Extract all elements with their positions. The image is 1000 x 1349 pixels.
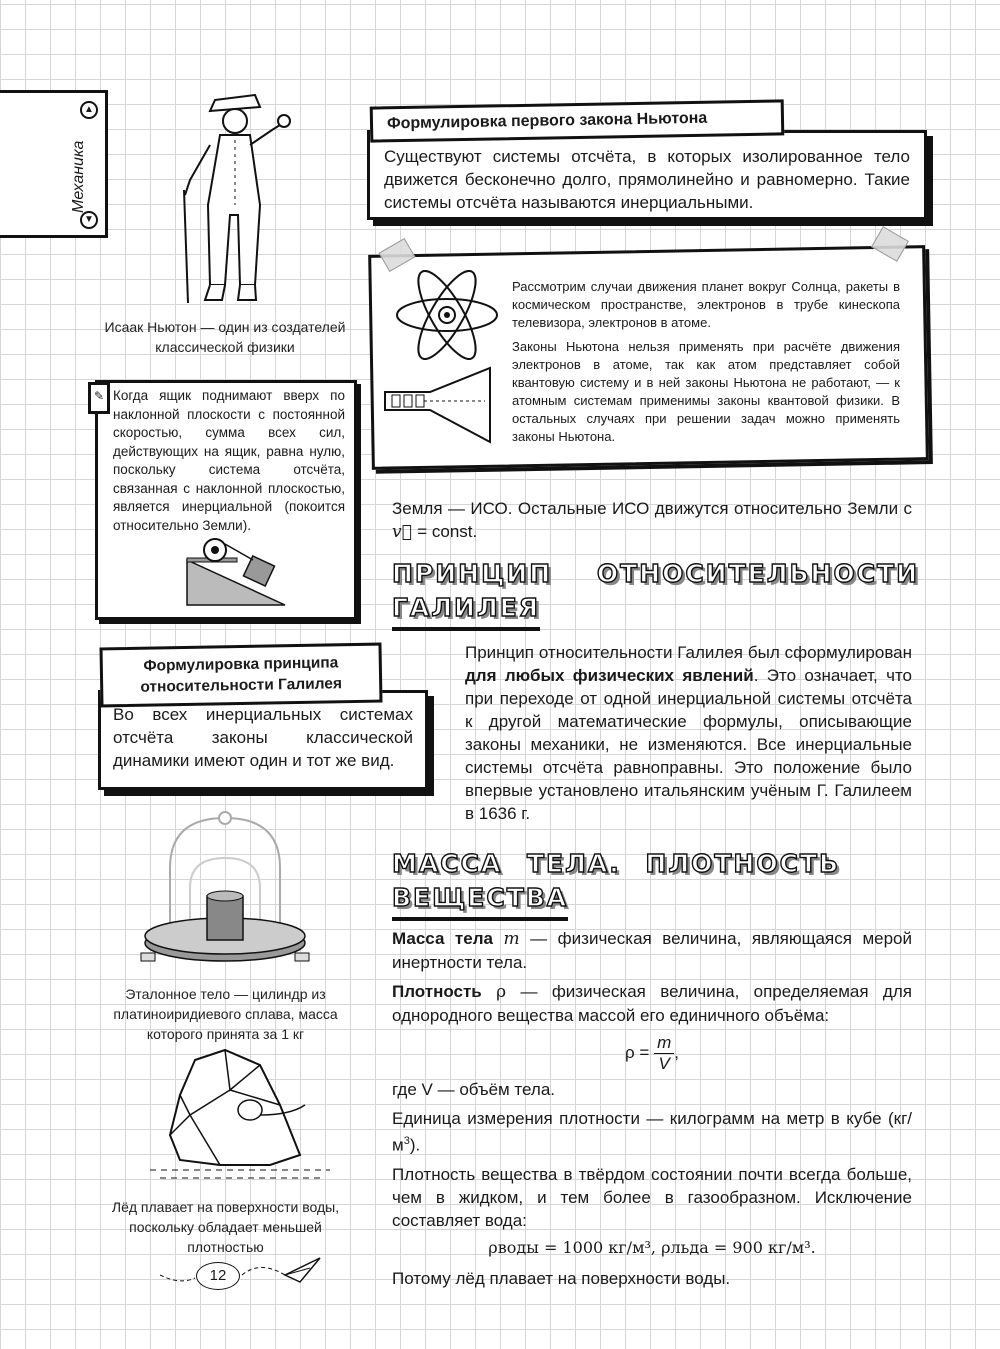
final-text: Потому лёд плавает на поверхности воды. (392, 1268, 731, 1288)
ice-illustration (150, 1045, 330, 1185)
galileo-box-title-2: относительности Галилея (140, 675, 343, 696)
galileo-heading-line2: ГАЛИЛЕЯ (392, 591, 540, 631)
ramp-illustration (185, 530, 290, 608)
formula-numerator: m (654, 1033, 674, 1054)
unit-text: Единица измерения плотности — килограмм на метр в кубе $(кг/м^3)$. (392, 1109, 912, 1155)
galileo-text-b: . Это означает, что при переходе от одной инерциальной системы отсчёта к другой математические формулы, описывающие законы механики, не изменяются. Все инерциальные системы отсчёта равноправны. Это положение было впервые установлено итальянским учёным Г. Галилеем в 1636 г. (465, 666, 913, 823)
newton-law-title: Формулировка первого закона Ньютона (370, 99, 785, 142)
density-term: Плотность (392, 982, 482, 1001)
etalon-illustration (135, 808, 315, 978)
mass-def: — физическая величина, являющаяся мерой инертности тела. (392, 929, 912, 972)
density-formula: ρ = $\frac{m}{V}$ , (625, 1033, 679, 1073)
galileo-box-title-1: Формулировка принципа (143, 654, 339, 675)
galileo-heading-line1: ПРИНЦИП ОТНОСИТЕЛЬНОСТИ (392, 559, 920, 588)
atom-illustration (392, 270, 502, 360)
galileo-text-a: Принцип относительности Галилея был сформулирован (465, 643, 912, 662)
mass-symbol: m (503, 929, 520, 949)
unit-sentence: Единица измерения плотности — килограмм на метр в кубе (кг/м (392, 1109, 912, 1155)
galileo-text (465, 641, 912, 825)
galileo-box-title (99, 643, 382, 708)
page-number: 12 (196, 1262, 240, 1290)
density-definition (392, 980, 912, 1027)
formula-rho: ρ = (625, 1042, 650, 1062)
mass-heading-line2: ВЕЩЕСТВА (392, 881, 568, 921)
solid-state-text: Плотность вещества в твёрдом состоянии почти всегда больше, чем в жидком, и тем более в газообразном. Исключение составляет вода: (392, 1164, 912, 1230)
earth-sentence: Земля — ИСО. Остальные ИСО движутся относительно Земли с (392, 499, 912, 518)
galileo-heading (392, 557, 932, 631)
newton-law-box (367, 130, 927, 220)
info-card-p2: Законы Ньютона нельзя применять при расчёте движения электронов в атоме, так как атом представляет собой квантовую систему и в ней законы Ньютона не работают, — к атомным системам применимы законы квантовой физики. В остальных случаях при решении задач можно применять законы Ньютона. (512, 339, 900, 444)
mass-section (392, 927, 912, 1296)
ice-caption: Лёд плавает на поверхности воды, поскольку обладает меньшей плотностью (111, 1199, 340, 1255)
density-symbol: ρ (496, 982, 507, 1002)
galileo-text-bold: для любых физических явлений (465, 666, 754, 685)
ramp-note-text: Когда ящик поднимают вверх по наклонной плоскости с постоянной скоростью, сумма всех сил, действующих на ящик, равна нулю, поскольку система отсчёта, связанная с наклонной плоскостью, является инерциальной (покоится относительно Земли). (113, 388, 345, 533)
volume-note: где V — объём тела. (392, 1080, 556, 1099)
newton-caption: Исаак Ньютон — один из создателей классической физики (104, 319, 346, 355)
paper-plane-icon (160, 1250, 330, 1295)
density-def: — физическая величина, определяемая для однородного вещества массой его единичного объёма: (392, 982, 912, 1025)
galileo-box-text: Во всех инерциальных системах отсчёта законы классической динамики имеют один и тот же вид. (113, 705, 413, 770)
info-card-text (512, 278, 900, 446)
formula-denominator: V (658, 1054, 670, 1073)
tube-illustration (380, 360, 510, 450)
earth-text (392, 497, 912, 544)
info-card-p1: Рассмотрим случаи движения планет вокруг Солнца, ракеты в космическом пространстве, электронов в трубе кинескопа телевизора, электронов в атоме. (512, 279, 900, 330)
etalon-caption: Эталонное тело — цилиндр из платиноиридиевого сплава, масса которого принята за 1 кг (113, 986, 338, 1042)
bookmark-icon: ✎ (88, 382, 110, 414)
mass-heading (392, 847, 932, 921)
earth-formula: = const. (417, 522, 478, 541)
sidebar-tab (0, 90, 108, 238)
formula-fraction (654, 1033, 674, 1074)
mass-heading-line1: МАССА ТЕЛА. ПЛОТНОСТЬ (392, 849, 841, 878)
newton-law-text: Существуют системы отсчёта, в которых изолированное тело движется бесконечно долго, прямолинейно и равномерно. Такие системы отсчёта называются инерциальными. (384, 147, 910, 212)
newton-illustration (160, 85, 310, 310)
sidebar-up-icon: ▲ (80, 101, 98, 119)
water-formula: ρводы = 1000 кг/м³, ρльда = 900 кг/м³. (488, 1237, 816, 1257)
unit-close: ). (409, 1135, 421, 1155)
mass-definition (392, 927, 912, 974)
sidebar-label: Механика (70, 140, 87, 213)
sidebar-down-icon: ▼ (80, 211, 98, 229)
mass-term: Масса тела (392, 929, 493, 948)
velocity-vector: v⃗ (392, 522, 418, 542)
